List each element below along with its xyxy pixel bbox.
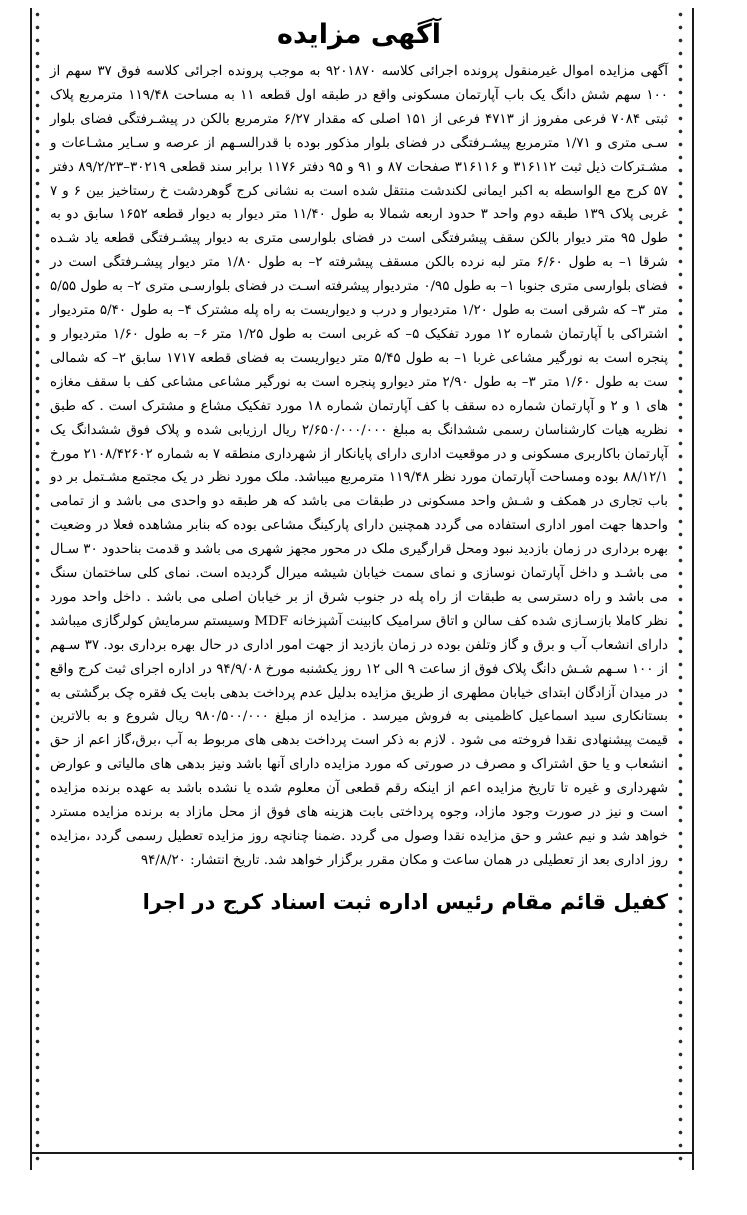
notice-body-text: آگهی مزایده اموال غیرمنقول پرونده اجرائی کلاسه ۹۲۰۱۸۷۰ به موجب پرونده اجرائی کلاسه فوق ۳۷ سهم از ۱۰۰ سهم شش دانگ یک باب آپارتمان مسکونی واقع در طبقه اول قطعه ۱۱ به مساحت ۱۱۹/۴۸ مترمربع پلاک ثبتی ۷۰۸۴ فرعی مفروز از ۴۷۱۳ فرعی از ۱۵۱ اصلی که مقدار ۶/۲۷ مترمربع بالکن در پیشـرفتگی فضای بلوار سـی متری و ۱/۷۱ مترمربع پیشـرفتگی در فضای بلوار مذکور بوده با قدرالسـهم از عرصه و سـایر مشـاعات و مشـترکات ذیل ثبت ۳۱۶۱۱۲ و ۳۱۶۱۱۶ صفحات ۸۷ و ۹۱ و ۹۵ دفتر ۱۱۷۶ برابر سند قطعی ۳۰۲۱۹–۸۹/۲/۲۳ دفتر ۵۷ کرج مع الواسطه به اکبر ایمانی لکندشت منتقل شده است به نشانی کرج گوهردشت خ رستاخیز بین ۶ و ۷ غربی پلاک ۱۳۹ طبقه دوم واحد ۳ حدود اربعه شمالا به طول ۱۱/۴۰ متر دیوار به دیوار قطعه ۱۶۵۲ سابق دو به طول ۹۵ متر دیوار بالکن سقف پیشرفتگی است در فضای بلوارسی متری به دیوار پیشـرفتگی قطعه یاد شـده شرقا ۱– به طول ۶/۶۰ متر لبه نرده بالکن مسقف پیشرفته ۲– به طول ۱/۸۰ متر دیوار پیشـرفتگی است در فضای بلوارسی متری جنوبا ۱– به طول ۰/۹۵ متردیوار پیشرفته اسـت در فضای بلوارسـی متری ۲– به طول ۵/۵۵ متر ۳– که شرقی است به طول ۱/۲۰ متردیوار و درب و دیواریست به راه پله مشترک ۴– به طول ۵/۴۰ متردیوار اشتراکی با آپارتمان شماره ۱۲ مورد تفکیک ۵– که غربی است به طول ۱/۲۵ متر ۶– به طول ۱/۶۰ متردیوار و پنجره است به نورگیر مشاعی غربا ۱– به طول ۵/۴۵ متر دیواریست به فضای قطعه ۱۷۱۷ سابق ۲– که شمالی ست به طول ۱/۶۰ متر ۳– به طول ۲/۹۰ متر دیوارو پنجره است به نورگیر مشاعی مشاعی کف با سقف مغازه های ۱ و ۲ و آپارتمان شماره ده سقف با کف آپارتمان شماره ۱۸ مورد تفکیک مشاع و مشترک است . که طبق نظریه هیات کارشناسان رسمی ششدانگ به مبلغ ۲/۶۵۰/۰۰۰/۰۰۰ ریال ارزیابی شده و پلاک فوق ششدانگ یک آپارتمان باکاربری مسکونی و در موقعیت اداری دارای پایانکار از شهرداری منطقه ۷ به شماره ۲۱۰۸/۴۲۶۰۲ مورخ ۸۸/۱۲/۱ بوده ومساحت آپارتمان مورد نظر ۱۱۹/۴۸ مترمربع میباشد. ملک مورد نظر در یک مجتمع مشـتمل بر دو باب تجاری در همکف و شـش واحد مسکونی در طبقات می باشد که هر طبقه دو واحدی می باشد و از تمامی واحدها جهت امور اداری استفاده می گردد همچنین دارای پارکینگ مشاعی بوده که بنابر مشاهده فعلا در وضعیت بهره برداری در زمان بازدید نبود ومحل قرارگیری ملک در محور مجهز شهری می باشد و قدمت بناحدود ۳۰ سـال می باشـد و داخل آپارتمان نوسازی و نمای سمت خیابان شیشه میرال گردیده است. نمای کلی ساختمان سنگ می باشد و راه دسترسی به طبقات از راه پله در جنوب شرق از بر خیابان اصلی می باشد . داخل واحد مورد نظر کاملا بازسـازی شده کف سالن و اتاق سرامیک کابینت آشپزخانه MDF وسیستم سرمایش کولرگازی میباشد دارای انشعاب آب و برق و گاز وتلفن بوده در زمان بازدید از جهت امور اداری در حال بهره برداری بود. ۳۷ سـهم از ۱۰۰ سـهم شـش دانگ پلاک فوق از ساعت ۹ الی ۱۲ روز یکشنبه مورخ ۹۴/۹/۰۸ در اداره اجرای ثبت کرج واقع در میدان آزادگان ابتدای خیابان مطهری از طریق مزایده بدلیل عدم پرداخت بدهی بابت یک فقره چک برگشتی به بستانکاری سید اسماعیل کاظمینی به فروش میرسد . مزایده از مبلغ ۹۸۰/۵۰۰/۰۰۰ ریال شروع و به بالاترین قیمت پیشنهادی نقدا فروخته می شود . لازم به ذکر است پرداخت بدهی های مربوط به آب ،برق،گاز اعم از حق انشعاب و یا حق اشتراک و مصرف در صورتی که مورد مزایده دارای آنها باشد ونیز بدهی های مالیاتی و عوارض شهرداری و غیره تا تاریخ مزایده اعم از اینکه رقم قطعی آن معلوم شده یا نشده باشد به عهده برنده مزایده است و نیز در صورت وجود مازاد، وجوه پرداختی بابت هزینه های فوق از محل مازاد به برنده مزایده مسترد خواهد شد و نیم عشر و حق مزایده نقدا وصول می گردد .ضمنا چنانچه روز مزایده تعطیل رسمی گردد ،مزایده روز اداری بعد از تعطیلی در همان ساعت و مکان مقرر برگزار خواهد شد.: [50, 64, 669, 868]
publish-date: تاریخ انتشار: ۹۴/۸/۲۰: [140, 852, 260, 868]
bottom-rule: [30, 1152, 692, 1154]
left-dotted-border: [33, 8, 42, 1168]
signature-line: کفیل قائم مقام رئیس اداره ثبت اسناد کرج در اجرا: [142, 889, 668, 914]
notice-body: [50, 60, 668, 873]
notice-content: [50, 16, 668, 917]
notice-title: آگهی مزایده: [277, 19, 441, 50]
right-dotted-border: [676, 8, 685, 1168]
